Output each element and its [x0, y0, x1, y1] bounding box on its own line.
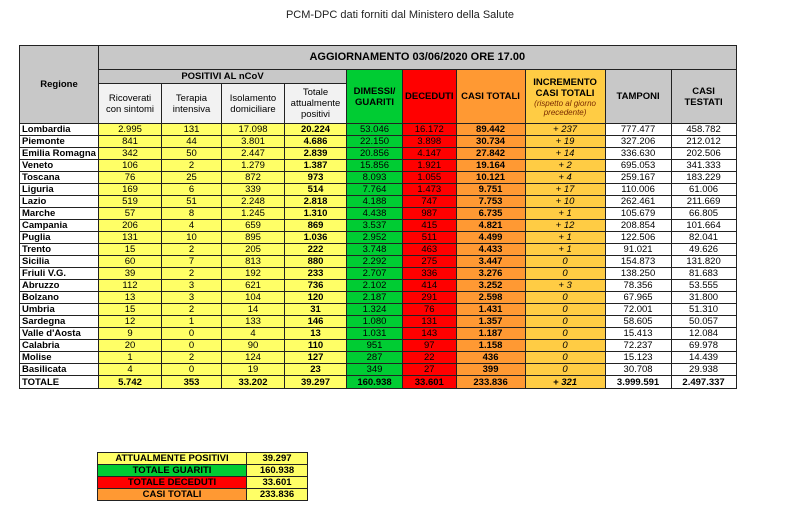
deaths-cell: 33.601 — [403, 376, 457, 389]
deaths-cell: 415 — [403, 220, 457, 232]
summary-row — [98, 453, 308, 465]
recovered-cell: 2.292 — [347, 256, 403, 268]
home-cell: 4 — [222, 328, 285, 340]
deaths-cell: 747 — [403, 196, 457, 208]
total-cases-cell: 10.121 — [456, 172, 525, 184]
recovered-cell: 2.952 — [347, 232, 403, 244]
increment-cell: 0 — [525, 328, 605, 340]
region-cell: Friuli V.G. — [20, 268, 99, 280]
hospitalized-cell: 12 — [99, 316, 162, 328]
region-cell: Umbria — [20, 304, 99, 316]
deaths-cell: 22 — [403, 352, 457, 364]
table-row — [20, 256, 737, 268]
total-cases-cell: 89.442 — [456, 124, 525, 136]
increment-cell: + 321 — [525, 376, 605, 389]
recovered-cell: 8.093 — [347, 172, 403, 184]
table-row — [20, 280, 737, 292]
header-positive-group: POSITIVI AL nCoV — [99, 70, 347, 84]
icu-cell: 44 — [162, 136, 222, 148]
icu-cell: 25 — [162, 172, 222, 184]
table-row — [20, 244, 737, 256]
header-hospitalized: Ricoverati con sintomi — [99, 84, 162, 124]
header-swabs: TAMPONI — [605, 70, 671, 124]
summary-label: CASI TOTALI — [98, 489, 247, 501]
swabs-cell: 259.167 — [605, 172, 671, 184]
total-positive-cell: 31 — [285, 304, 347, 316]
recovered-cell: 4.438 — [347, 208, 403, 220]
increment-cell: + 1 — [525, 208, 605, 220]
summary-label: TOTALE GUARITI — [98, 465, 247, 477]
hospitalized-cell: 4 — [99, 364, 162, 376]
increment-cell: 0 — [525, 340, 605, 352]
hospitalized-cell: 112 — [99, 280, 162, 292]
icu-cell: 7 — [162, 256, 222, 268]
swabs-cell: 208.854 — [605, 220, 671, 232]
increment-cell: 0 — [525, 292, 605, 304]
region-cell: Toscana — [20, 172, 99, 184]
swabs-cell: 72.237 — [605, 340, 671, 352]
total-positive-cell: 736 — [285, 280, 347, 292]
region-cell: Marche — [20, 208, 99, 220]
home-cell: 895 — [222, 232, 285, 244]
swabs-cell: 105.679 — [605, 208, 671, 220]
icu-cell: 3 — [162, 280, 222, 292]
total-positive-cell: 2.818 — [285, 196, 347, 208]
icu-cell: 6 — [162, 184, 222, 196]
summary-row — [98, 477, 308, 489]
tested-cell: 12.084 — [671, 328, 736, 340]
deaths-cell: 27 — [403, 364, 457, 376]
covid-regional-table — [19, 45, 737, 389]
summary-row — [98, 465, 308, 477]
header-region: Regione — [20, 46, 99, 124]
recovered-cell: 349 — [347, 364, 403, 376]
tested-cell: 212.012 — [671, 136, 736, 148]
hospitalized-cell: 206 — [99, 220, 162, 232]
table-row — [20, 364, 737, 376]
total-cases-cell: 1.158 — [456, 340, 525, 352]
total-cases-cell: 2.598 — [456, 292, 525, 304]
header-increment — [525, 70, 605, 124]
region-cell: Puglia — [20, 232, 99, 244]
tested-cell: 131.820 — [671, 256, 736, 268]
total-cases-cell: 436 — [456, 352, 525, 364]
total-cases-cell: 19.164 — [456, 160, 525, 172]
total-cases-cell: 9.751 — [456, 184, 525, 196]
total-positive-cell: 1.387 — [285, 160, 347, 172]
summary-label: ATTUALMENTE POSITIVI — [98, 453, 247, 465]
total-positive-cell: 13 — [285, 328, 347, 340]
total-positive-cell: 110 — [285, 340, 347, 352]
home-cell: 124 — [222, 352, 285, 364]
recovered-cell: 1.031 — [347, 328, 403, 340]
swabs-cell: 15.123 — [605, 352, 671, 364]
icu-cell: 2 — [162, 160, 222, 172]
hospitalized-cell: 15 — [99, 304, 162, 316]
region-cell: Lombardia — [20, 124, 99, 136]
icu-cell: 4 — [162, 220, 222, 232]
table-row — [20, 292, 737, 304]
tested-cell: 51.310 — [671, 304, 736, 316]
region-cell: Veneto — [20, 160, 99, 172]
total-cases-cell: 4.821 — [456, 220, 525, 232]
recovered-cell: 951 — [347, 340, 403, 352]
total-row — [20, 376, 737, 389]
recovered-cell: 1.324 — [347, 304, 403, 316]
icu-cell: 2 — [162, 268, 222, 280]
tested-cell: 211.669 — [671, 196, 736, 208]
hospitalized-cell: 1 — [99, 352, 162, 364]
source-caption: PCM-DPC dati forniti dal Ministero della Salute — [285, 9, 515, 21]
icu-cell: 51 — [162, 196, 222, 208]
region-cell: Campania — [20, 220, 99, 232]
total-positive-cell: 23 — [285, 364, 347, 376]
icu-cell: 50 — [162, 148, 222, 160]
increment-cell: + 10 — [525, 196, 605, 208]
recovered-cell: 3.537 — [347, 220, 403, 232]
deaths-cell: 16.172 — [403, 124, 457, 136]
deaths-cell: 511 — [403, 232, 457, 244]
icu-cell: 10 — [162, 232, 222, 244]
total-cases-cell: 3.276 — [456, 268, 525, 280]
home-cell: 192 — [222, 268, 285, 280]
tested-cell: 69.978 — [671, 340, 736, 352]
tested-cell: 50.057 — [671, 316, 736, 328]
deaths-cell: 1.055 — [403, 172, 457, 184]
increment-cell: + 14 — [525, 148, 605, 160]
home-cell: 2.447 — [222, 148, 285, 160]
summary-value: 33.601 — [247, 477, 308, 489]
header-icu: Terapia intensiva — [162, 84, 222, 124]
increment-cell: 0 — [525, 316, 605, 328]
region-cell: Lazio — [20, 196, 99, 208]
tested-cell: 2.497.337 — [671, 376, 736, 389]
tested-cell: 49.626 — [671, 244, 736, 256]
summary-value: 160.938 — [247, 465, 308, 477]
header-home: Isolamento domiciliare — [222, 84, 285, 124]
recovered-cell: 20.856 — [347, 148, 403, 160]
hospitalized-cell: 13 — [99, 292, 162, 304]
header-update: AGGIORNAMENTO 03/06/2020 ORE 17.00 — [99, 46, 737, 70]
summary-row — [98, 489, 308, 501]
recovered-cell: 4.188 — [347, 196, 403, 208]
increment-cell: + 1 — [525, 244, 605, 256]
recovered-cell: 3.748 — [347, 244, 403, 256]
total-positive-cell: 233 — [285, 268, 347, 280]
tested-cell: 183.229 — [671, 172, 736, 184]
home-cell: 3.801 — [222, 136, 285, 148]
swabs-cell: 122.506 — [605, 232, 671, 244]
region-cell: Basilicata — [20, 364, 99, 376]
hospitalized-cell: 60 — [99, 256, 162, 268]
total-cases-cell: 4.499 — [456, 232, 525, 244]
region-cell: Trento — [20, 244, 99, 256]
total-positive-cell: 20.224 — [285, 124, 347, 136]
increment-cell: + 17 — [525, 184, 605, 196]
tested-cell: 14.439 — [671, 352, 736, 364]
icu-cell: 2 — [162, 352, 222, 364]
home-cell: 659 — [222, 220, 285, 232]
hospitalized-cell: 342 — [99, 148, 162, 160]
icu-cell: 8 — [162, 208, 222, 220]
header-tested: CASI TESTATI — [671, 70, 736, 124]
total-positive-cell: 869 — [285, 220, 347, 232]
total-cases-cell: 30.734 — [456, 136, 525, 148]
header-deaths: DECEDUTI — [403, 70, 457, 124]
hospitalized-cell: 841 — [99, 136, 162, 148]
table-row — [20, 268, 737, 280]
hospitalized-cell: 39 — [99, 268, 162, 280]
total-positive-cell: 222 — [285, 244, 347, 256]
tested-cell: 101.664 — [671, 220, 736, 232]
total-positive-cell: 514 — [285, 184, 347, 196]
hospitalized-cell: 2.995 — [99, 124, 162, 136]
tested-cell: 29.938 — [671, 364, 736, 376]
icu-cell: 353 — [162, 376, 222, 389]
total-cases-cell: 4.433 — [456, 244, 525, 256]
icu-cell: 1 — [162, 316, 222, 328]
recovered-cell: 1.080 — [347, 316, 403, 328]
recovered-cell: 160.938 — [347, 376, 403, 389]
tested-cell: 82.041 — [671, 232, 736, 244]
swabs-cell: 30.708 — [605, 364, 671, 376]
home-cell: 813 — [222, 256, 285, 268]
region-cell: Valle d'Aosta — [20, 328, 99, 340]
increment-cell: 0 — [525, 256, 605, 268]
home-cell: 33.202 — [222, 376, 285, 389]
increment-cell: + 12 — [525, 220, 605, 232]
increment-cell: 0 — [525, 304, 605, 316]
swabs-cell: 154.873 — [605, 256, 671, 268]
total-cases-cell: 3.447 — [456, 256, 525, 268]
home-cell: 2.248 — [222, 196, 285, 208]
swabs-cell: 777.477 — [605, 124, 671, 136]
table-row — [20, 184, 737, 196]
swabs-cell: 695.053 — [605, 160, 671, 172]
home-cell: 90 — [222, 340, 285, 352]
table-row — [20, 196, 737, 208]
table-row — [20, 304, 737, 316]
home-cell: 339 — [222, 184, 285, 196]
deaths-cell: 1.921 — [403, 160, 457, 172]
total-positive-cell: 973 — [285, 172, 347, 184]
table-row — [20, 232, 737, 244]
total-cases-cell: 1.187 — [456, 328, 525, 340]
table-row — [20, 124, 737, 136]
header-total-cases: CASI TOTALI — [456, 70, 525, 124]
tested-cell: 202.506 — [671, 148, 736, 160]
icu-cell: 3 — [162, 292, 222, 304]
swabs-cell: 138.250 — [605, 268, 671, 280]
recovered-cell: 287 — [347, 352, 403, 364]
header-increment-note: (rispetto al giorno precedente) — [534, 98, 596, 117]
total-cases-cell: 6.735 — [456, 208, 525, 220]
summary-value: 39.297 — [247, 453, 308, 465]
icu-cell: 2 — [162, 244, 222, 256]
deaths-cell: 76 — [403, 304, 457, 316]
deaths-cell: 3.898 — [403, 136, 457, 148]
region-cell: Sicilia — [20, 256, 99, 268]
hospitalized-cell: 20 — [99, 340, 162, 352]
recovered-cell: 53.046 — [347, 124, 403, 136]
total-positive-cell: 120 — [285, 292, 347, 304]
table-row — [20, 220, 737, 232]
header-increment-label: INCREMENTO CASI TOTALI — [533, 76, 597, 99]
increment-cell: + 19 — [525, 136, 605, 148]
table-row — [20, 340, 737, 352]
tested-cell: 53.555 — [671, 280, 736, 292]
deaths-cell: 275 — [403, 256, 457, 268]
region-cell: Abruzzo — [20, 280, 99, 292]
swabs-cell: 110.006 — [605, 184, 671, 196]
swabs-cell: 262.461 — [605, 196, 671, 208]
home-cell: 1.279 — [222, 160, 285, 172]
summary-label: TOTALE DECEDUTI — [98, 477, 247, 489]
increment-cell: + 2 — [525, 160, 605, 172]
icu-cell: 0 — [162, 364, 222, 376]
hospitalized-cell: 15 — [99, 244, 162, 256]
tested-cell: 458.782 — [671, 124, 736, 136]
swabs-cell: 327.206 — [605, 136, 671, 148]
swabs-cell: 72.001 — [605, 304, 671, 316]
increment-cell: + 3 — [525, 280, 605, 292]
home-cell: 104 — [222, 292, 285, 304]
tested-cell: 81.683 — [671, 268, 736, 280]
table-row — [20, 328, 737, 340]
swabs-cell: 58.605 — [605, 316, 671, 328]
home-cell: 1.245 — [222, 208, 285, 220]
deaths-cell: 987 — [403, 208, 457, 220]
deaths-cell: 4.147 — [403, 148, 457, 160]
total-cases-cell: 1.431 — [456, 304, 525, 316]
hospitalized-cell: 519 — [99, 196, 162, 208]
total-positive-cell: 127 — [285, 352, 347, 364]
recovered-cell: 2.187 — [347, 292, 403, 304]
hospitalized-cell: 9 — [99, 328, 162, 340]
increment-cell: 0 — [525, 364, 605, 376]
home-cell: 14 — [222, 304, 285, 316]
home-cell: 621 — [222, 280, 285, 292]
recovered-cell: 2.707 — [347, 268, 403, 280]
summary-table — [97, 452, 308, 501]
hospitalized-cell: 5.742 — [99, 376, 162, 389]
increment-cell: + 237 — [525, 124, 605, 136]
hospitalized-cell: 57 — [99, 208, 162, 220]
total-cases-cell: 399 — [456, 364, 525, 376]
hospitalized-cell: 131 — [99, 232, 162, 244]
swabs-cell: 91.021 — [605, 244, 671, 256]
table-row — [20, 136, 737, 148]
total-cases-cell: 27.842 — [456, 148, 525, 160]
tested-cell: 31.800 — [671, 292, 736, 304]
region-cell: Molise — [20, 352, 99, 364]
region-cell: Bolzano — [20, 292, 99, 304]
region-cell: Sardegna — [20, 316, 99, 328]
increment-cell: + 4 — [525, 172, 605, 184]
table-row — [20, 352, 737, 364]
hospitalized-cell: 76 — [99, 172, 162, 184]
region-cell: TOTALE — [20, 376, 99, 389]
total-positive-cell: 146 — [285, 316, 347, 328]
home-cell: 133 — [222, 316, 285, 328]
icu-cell: 0 — [162, 328, 222, 340]
home-cell: 205 — [222, 244, 285, 256]
region-cell: Liguria — [20, 184, 99, 196]
swabs-cell: 3.999.591 — [605, 376, 671, 389]
swabs-cell: 15.413 — [605, 328, 671, 340]
total-positive-cell: 880 — [285, 256, 347, 268]
total-positive-cell: 4.686 — [285, 136, 347, 148]
icu-cell: 0 — [162, 340, 222, 352]
table-row — [20, 172, 737, 184]
recovered-cell: 2.102 — [347, 280, 403, 292]
summary-value: 233.836 — [247, 489, 308, 501]
home-cell: 19 — [222, 364, 285, 376]
home-cell: 872 — [222, 172, 285, 184]
deaths-cell: 131 — [403, 316, 457, 328]
recovered-cell: 15.856 — [347, 160, 403, 172]
total-cases-cell: 233.836 — [456, 376, 525, 389]
swabs-cell: 67.965 — [605, 292, 671, 304]
total-positive-cell: 1.310 — [285, 208, 347, 220]
swabs-cell: 336.630 — [605, 148, 671, 160]
increment-cell: 0 — [525, 268, 605, 280]
total-positive-cell: 39.297 — [285, 376, 347, 389]
increment-cell: 0 — [525, 352, 605, 364]
hospitalized-cell: 106 — [99, 160, 162, 172]
region-cell: Calabria — [20, 340, 99, 352]
total-positive-cell: 1.036 — [285, 232, 347, 244]
deaths-cell: 97 — [403, 340, 457, 352]
region-cell: Piemonte — [20, 136, 99, 148]
header-recovered: DIMESSI/ GUARITI — [347, 70, 403, 124]
total-cases-cell: 7.753 — [456, 196, 525, 208]
deaths-cell: 1.473 — [403, 184, 457, 196]
icu-cell: 2 — [162, 304, 222, 316]
region-cell: Emilia Romagna — [20, 148, 99, 160]
deaths-cell: 336 — [403, 268, 457, 280]
deaths-cell: 143 — [403, 328, 457, 340]
tested-cell: 61.006 — [671, 184, 736, 196]
tested-cell: 341.333 — [671, 160, 736, 172]
table-row — [20, 208, 737, 220]
swabs-cell: 78.356 — [605, 280, 671, 292]
tested-cell: 66.805 — [671, 208, 736, 220]
table-row — [20, 148, 737, 160]
increment-cell: + 1 — [525, 232, 605, 244]
hospitalized-cell: 169 — [99, 184, 162, 196]
total-cases-cell: 1.357 — [456, 316, 525, 328]
header-total-positive: Totale attualmente positivi — [285, 84, 347, 124]
deaths-cell: 414 — [403, 280, 457, 292]
total-positive-cell: 2.839 — [285, 148, 347, 160]
deaths-cell: 463 — [403, 244, 457, 256]
deaths-cell: 291 — [403, 292, 457, 304]
recovered-cell: 22.150 — [347, 136, 403, 148]
recovered-cell: 7.764 — [347, 184, 403, 196]
home-cell: 17.098 — [222, 124, 285, 136]
table-row — [20, 160, 737, 172]
table-row — [20, 316, 737, 328]
icu-cell: 131 — [162, 124, 222, 136]
total-cases-cell: 3.252 — [456, 280, 525, 292]
